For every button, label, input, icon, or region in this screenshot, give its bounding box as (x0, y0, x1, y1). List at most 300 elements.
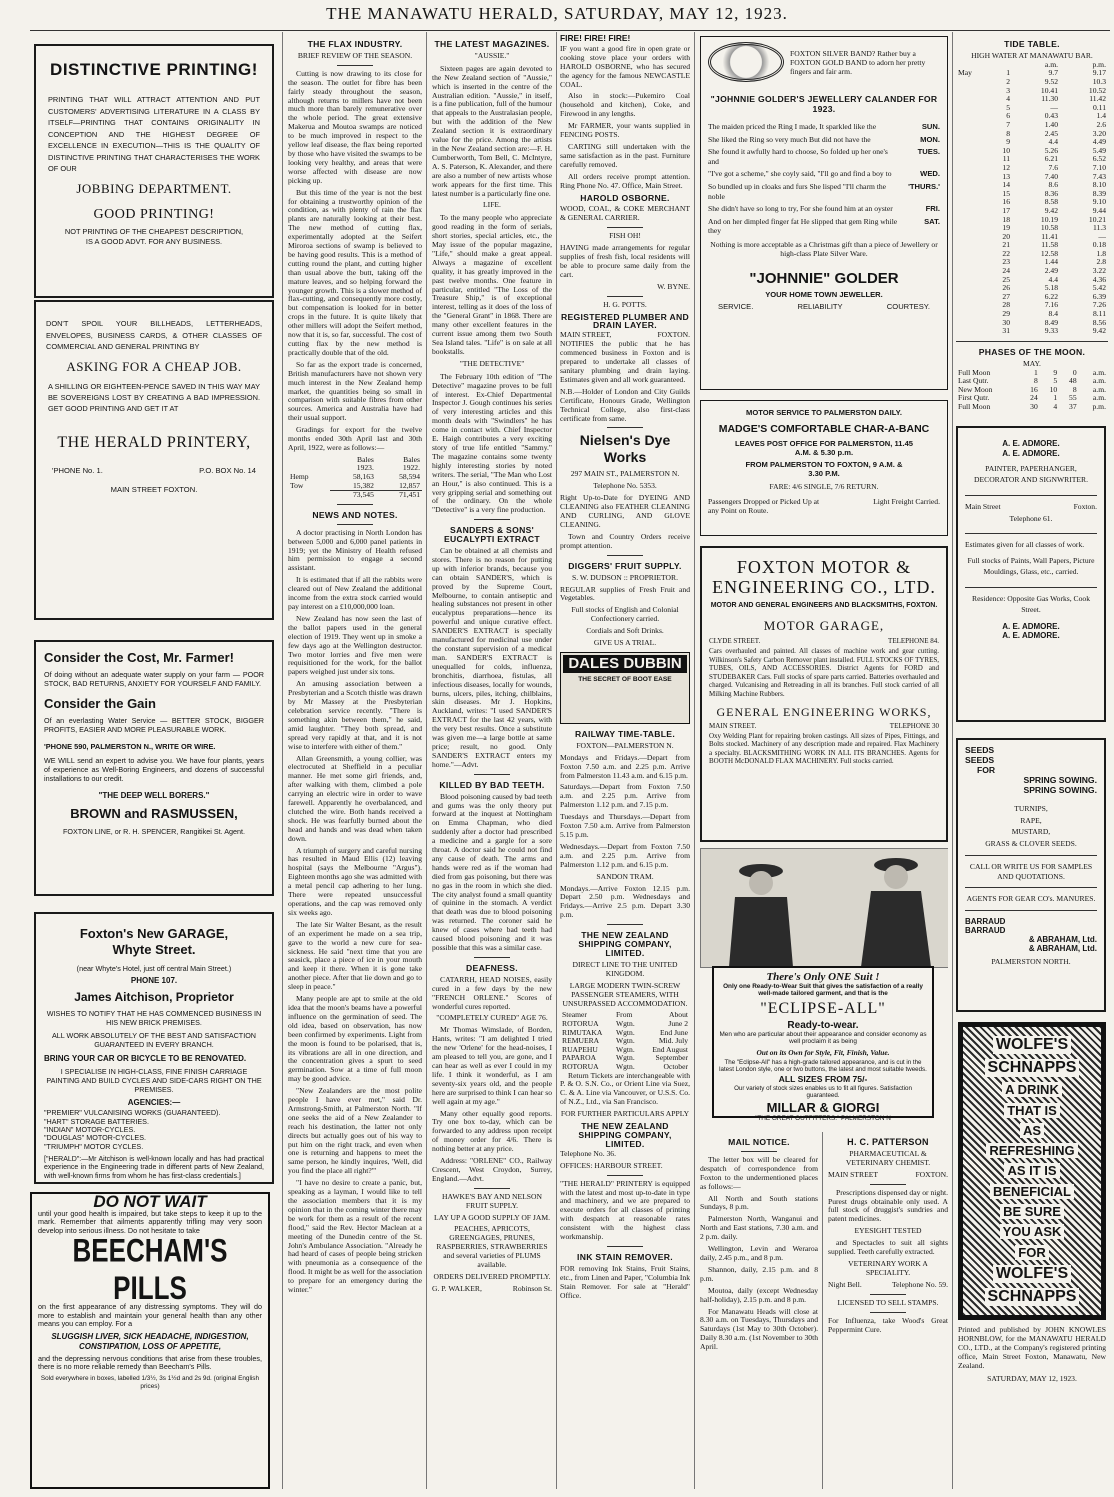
column-local-ads (560, 34, 690, 1490)
admore-name: A. E. ADMORE. (1002, 439, 1060, 448)
beecham-list: SLUGGISH LIVER, SICK HEADACHE, INDIGESTION, CONSTIPATION, LOSS OF APPETITE, (51, 1331, 249, 1351)
mail-headline: MAIL NOTICE. (728, 1137, 790, 1147)
farmer-body3: WE WILL send an expert to advise you. We have four plants, years of experience as Well-Boring Engineers, and dozens of successful installations to our credit. (44, 756, 264, 783)
patterson-bell: Night Bell. (828, 1279, 862, 1289)
farmer-firm: BROWN and RASMUSSEN, (70, 806, 238, 822)
beecham-intro: until your good health is impaired, but take steps to keep it up to the mark. Remember that ailments apparently trifling may very soon develop into serious illness. Do not hesitate to take (38, 1208, 262, 1235)
flax-paragraph: So far as the export trade is concerned, British manufacturers have not shown very much interest in the New Zealand hemp market, the quantities being so small in comparison with suitable fibres from other sources. America and Australia have had their usual support. (288, 359, 422, 423)
mail-entry: Palmerston North, Wanganui and North and East stations, 7.30 a.m. and 2 p.m. daily. (700, 1214, 818, 1242)
shipping-table: Steamer From About ROTORUA Wgtn. June 2 RIMUTAKA Wgtn. End June REMUERA Wgtn. Mid. July RUAPEHU Wgtn. End August PAPAROA Wgtn. September ROTORUA Wgtn. October (562, 1010, 688, 1071)
tram-entry: Mondays.—Arrive Foxton 12.15 p.m. Depart 2.50 p.m. Wednesdays and Fridays.—Arrive 2.5 p.m. Depart 3.30 p.m. (560, 883, 690, 920)
moon-month: MAY. (1023, 358, 1041, 368)
wolfes-schnapps-ad (958, 1022, 1106, 1320)
flax-headline: THE FLAX INDUSTRY. (307, 39, 403, 49)
golder-slogan: RELIABILITY (797, 301, 843, 311)
beecham-ad (30, 1192, 270, 1489)
ink-headline: INK STAIN REMOVER. (577, 1251, 673, 1262)
shipping-paragraph: Return Tickets are interchangeable with P. & O. S.N. Co., or Orient Line via Suez, C. & A. Line via Vancouver, or U.S.S. Co. of N.Z., Ltd., via San Francisco. (560, 1070, 690, 1107)
patterson-street: MAIN STREET (828, 1169, 878, 1179)
hawkes-street: Robinson St. (512, 1283, 552, 1293)
tide-row: 10 5.26 5.49 (1002, 145, 1106, 155)
mail-entry: Wellington, Levin and Weraroa daily, 2.45 p.m., and 8 p.m. (700, 1244, 818, 1262)
beecham-sold: Sold everywhere in boxes, labelled 1/3½, 3s 1½d and 2s 9d. (original English prices) (40, 1374, 260, 1390)
table-total: 73,545 71,451 (288, 491, 422, 500)
farmer-borers: "THE DEEP WELL BORERS." (98, 791, 210, 801)
news-paragraph: A doctor practising in North London has between 5,000 and 6,000 panel patients in 1919; yet the Ministry of Health refused him permission to engage a second assistant. (288, 527, 422, 573)
killed-paragraph: Blood poisoning caused by bad teeth and gums was the only theory put forward at the inquest at Nottingham on Emma Chapman, who died suddenly after a doctor had prescribed a medicine and a gargle for a sore throat. A doctor said he could not find any cause of death. The arms and hands were red as if the woman had died from gas poisoning, but there was no gas in the room in which she died. The city analyst found a small quantity of quinine in the stomach. A verdict that death was due to blood poisoning was returned. The coroner said he knew of cases where bad teeth had caused blood poisoning and it was possible that this was a similar case. (432, 791, 552, 952)
railway-entry: Wednesdays.—Depart from Foxton 7.50 a.m. and 2.25 p.m. Arrive from Palmerston 1.12 p.m. and 6.15 p.m. (560, 841, 690, 869)
patterson-town: FOXTON. (915, 1169, 948, 1179)
table-row: ROTORUA Wgtn. June 2 (562, 1019, 688, 1028)
garage-spec: I SPECIALISE IN HIGH-CLASS, FINE FINISH CARRIAGE PAINTING AND BUILD CYCLES AND SIDE-CARS RIGHT ON THE PREMISES. (46, 1067, 262, 1094)
news-paragraph: "I have no desire to create a panic, but, speaking as a layman, I would like to tell the association members that it is my opinion that in the coming winter there may be work for them as a result of the recent flood," said the Rev. Hector Maclean at a meeting of the Dunedin centre of the St. John's Ambulance Association. "Already he had heard of cases of people being stricken with pneumonia as a consequence of the flood. It might be as well for the association to prepare for an emergency during the winter." (288, 1178, 422, 1295)
seeds-agents: AGENTS FOR GEAR CO's. MANURES. (966, 894, 1096, 904)
ink-paragraph: FOR removing Ink Stains, Fruit Stains, etc., from Linen and Paper, "Columbia Ink Stain Remover. For sale at "Herald" Office. (560, 1263, 690, 1300)
admore-paragraph: Full stocks of Paints, Wall Papers, Picture Mouldings, Glass, etc., carried. (967, 556, 1095, 576)
seeds-firm: BARRAUD (965, 916, 1006, 926)
garage-agencies-head: AGENCIES:— (127, 1098, 181, 1108)
news-paragraph: New Zealand has now seen the last of the ballot papers used in the general election of 1919. They went up in smoke a few days ago at the Wellington destructor. Two motor lorries and five men were requisitioned for the work, for the ballot papers weighed just under six tons. (288, 613, 422, 677)
diggers-line: Full stocks of English and Colonial Confectionery carried. (571, 605, 679, 624)
golder-name: "JOHNNIE" GOLDER (749, 269, 899, 287)
eclipse-tagline: Out on its Own for Style, Fit, Finish, Value. (756, 1047, 890, 1057)
tide-row: 6 0.43 1.4 (1006, 111, 1106, 121)
fire-headline: FIRE! FIRE! FIRE! (560, 34, 631, 43)
herald-printery-ad (34, 300, 274, 620)
garage-note: ["HERALD":—Mr Aitchison is well-known locally and has had practical experience in the Engineering trade in different parts of New Zealand, with well-known firms from whom he has first-class credentials.] (44, 1156, 264, 1180)
potts-subhead: REGISTERED PLUMBER AND DRAIN LAYER. (560, 311, 690, 331)
eclipse-ad (700, 848, 948, 1124)
seeds-firm: BARRAUD (965, 925, 1006, 935)
patterson-licensed: LICENSED TO SELL STAMPS. (837, 1297, 939, 1307)
potts-headline: H. G. POTTS. (603, 299, 647, 309)
patterson-influenza: For Influenza, take Wood's Great Peppermint Cure. (828, 1315, 948, 1334)
shipping-paragraph: LARGE MODERN TWIN-SCREW PASSENGER STEAMERS, WITH UNSURPASSED ACCOMMODATION. (562, 980, 688, 1008)
railway-entry: Tuesdays and Thursdays.—Depart from Foxton 7.50 a.m. Arrive from Palmerston 5.15 p.m. (560, 812, 690, 839)
news-paragraph: A triumph of surgery and careful nursing has resulted in Maud Ellis (12) leaving hospital (says the Melbourne "Argus"). Eighteen months ago she was admitted with a metal pencil cap adhering to her lung. There were repeated unsuccessful operations, and the cap was removed only six weeks ago. (288, 845, 422, 917)
tide-row: 16 8.58 9.10 (1002, 197, 1106, 207)
hawkes-name: G. P. WALKER, (432, 1283, 482, 1293)
tide-row: 3 10.41 10.52 (1006, 85, 1106, 95)
eclipse-firm-tag: "THE GREAT OUTFITTERS." PALMERSTON N (755, 1115, 891, 1123)
foxton-motor-title: FOXTON MOTOR & ENGINEERING CO., LTD. (712, 557, 936, 597)
motor-garage-body: Cars overhauled and painted. All classes of machine work and gear cutting. Wilkinson's Safety Carbon Remover plant installed. FULL STOCKS OF TYRES, TUBES, OILS, AND ACCESSORIES. District Agents for FORD and STUDEBAKER Cars. Full stocks of spare parts carried. Batteries overhauled and charged. Vulcanising and Retreading in all its branches. Full stock carried of all Milking Machine Rubbers. (709, 647, 939, 698)
moon-row: New Moon 16 10 8 a.m. (958, 384, 1106, 394)
moon-rows (956, 369, 1108, 412)
hawkes-headline: HAWKE'S BAY AND NELSON FRUIT SUPPLY. (442, 1191, 542, 1210)
wolfe-line: A DRINK (1002, 1082, 1062, 1097)
railway-subhead: FOXTON—PALMERSTON N. (576, 740, 674, 750)
tide-row: 8 2.45 3.20 (1006, 128, 1106, 138)
tide-row: 5 — 0.11 (1006, 102, 1106, 112)
deafness-cured: "COMPLETELY CURED" AGE 76. (436, 1013, 548, 1023)
wolfe-line: BE SURE (1000, 1204, 1064, 1219)
tide-rows (956, 61, 1108, 336)
shipping-offices: OFFICES: HARBOUR STREET. (560, 1160, 663, 1170)
potts-paragraph: NOTIFIES the public that he has commenced business in Foxton and is prepared to undertake all classes of sanitary plumbing and drain laying. Estimates given and all work guaranteed. (560, 339, 690, 384)
mail-notice (700, 1132, 818, 1472)
fire-tag: WOOD, COAL, & COKE MERCHANT & GENERAL CARRIER. (560, 204, 690, 223)
jobbing-department: JOBBING DEPARTMENT. (76, 180, 232, 196)
nielsen-paragraph: Right Up-to-Date for DYEING AND CLEANING also FEATHER CLEANING AND CURLING, AND GLOVE CLEANING. (560, 493, 690, 529)
garage-telephone: TELEPHONE 84. (888, 637, 939, 645)
grade-year: 1922. (402, 463, 420, 473)
tide-row: 22 12.58 1.8 (1002, 248, 1106, 258)
madge-freight: Light Freight Carried. (873, 497, 940, 506)
eclipse-title: "ECLIPSE-ALL" (760, 999, 886, 1017)
tide-row: 2 9.52 10.3 (1006, 77, 1106, 86)
garage-work: ALL WORK ABSOLUTELY OF THE BEST AND SATISFACTION GUARANTEED IN EVERY BRANCH. (52, 1031, 256, 1049)
potts-paragraph: N.B.—Holder of London and City Guilds Certificate, Honours Grade, Wellington Technical College, also first-class certificate from same. (560, 386, 690, 423)
wolfe-line: FOR (1015, 1245, 1048, 1260)
flax-paragraph: Cutting is now drawing to its close for the season. The outlet for fibre has been fairly steady throughout the season, although returns to millers have not been much more than barely remunerative over the whole period. The great extensive Makerua and Moutoa swamps are noticed to be much improved in respect to the yellow leaf disease, the flax being reported by those who have visited the swamps to be looking very healthy, and areas that were worse affected with disease are now picking up. (288, 68, 422, 185)
nielsen-headline: Nielsen's Dye Works (579, 432, 671, 466)
herald-printery-notice: "THE HERALD" PRINTERY is equipped with the latest and most up-to-date in type and machinery, and we are prepared to execute orders for all classes of printing with despatch at reasonable rates consistent with the highest class workmanship. (560, 1178, 690, 1242)
tide-row: 15 8.36 8.39 (1002, 188, 1106, 198)
garage-bring: BRING YOUR CAR OR BICYCLE TO BE RENOVATED. (44, 1054, 247, 1064)
moon-row: First Qutr. 24 1 55 a.m. (958, 393, 1106, 403)
farmer-body2: Of an everlasting Water Service — BETTER STOCK, BIGGER PROFITS, EASIER AND MORE PLEASURABLE WORK. (44, 716, 264, 734)
moon-row: Full Moon 30 4 37 p.m. (958, 402, 1106, 411)
imprint (958, 1326, 1106, 1466)
imprint-text: Printed and published by JOHN KNOWLES HORNBLOW, for the MANAWATU HERALD CO., LTD., at the Company's registered printing office, Main Street Foxton, Manawatu, New Zealand. (958, 1326, 1106, 1370)
eclipse-firm: MILLAR & GIORGI (766, 1100, 880, 1116)
tide-row: 20 11.41 — (1002, 231, 1106, 241)
golder-intro: FOXTON SILVER BAND? Rather buy a FOXTON GOLD BAND to adorn her pretty fingers and fair arm. (790, 48, 926, 76)
diggers-line: REGULAR supplies of Fresh Fruit and Vegetables. (560, 584, 690, 603)
moon-row: Full Moon 1 9 0 a.m. (958, 367, 1106, 377)
fish-name: W. BYNE. (657, 281, 690, 291)
general-engineering-head: GENERAL ENGINEERING WORKS, (716, 704, 932, 719)
potts-address: MAIN STREET, (560, 330, 612, 340)
moon-headline: PHASES OF THE MOON. (978, 346, 1086, 357)
nielsen-telephone: Telephone No. 5353. (593, 481, 657, 491)
magazine-paragraph: Sixteen pages are again devoted to the New Zealand section of "Aussie," which is inserted in the centre of the Australian edition. "Aussie," in itself, is a fine publication, full of the humour that appeals to the Australasian people, but with the addition of the New Zealand section it is extraordinary value for the price. Among the artists in the New Zealand section are:—F. H. Cumberworth, Tom Bell, C. McIntyre, A. S. Paterson, K. Alexander, and there are also a number of new artists whose work appears for the first time. This latest number is a particularly fine one. (432, 63, 552, 198)
admore-trade: PAINTER, PAPERHANGER, DECORATOR AND SIGNWRITER. (974, 464, 1088, 484)
eclipse-paragraph: Our variety of stock sizes enables us to fit all figures. Satisfaction guaranteed. (734, 1085, 912, 1100)
admore-telephone: Telephone 61. (1009, 514, 1053, 524)
madge-headline: MOTOR SERVICE TO PALMERSTON DAILY. (746, 408, 902, 417)
grade-col: Bales (357, 454, 374, 464)
beecham-body: on the first appearance of any distressing symptoms. They will do more to establish and maintain your general health than any other means you can employ. For a (38, 1302, 262, 1328)
tide-col: a.m. (1044, 59, 1058, 69)
farmer-gain: Consider the Gain (44, 696, 156, 712)
patterson-sub: PHARMACEUTICAL & VETERINARY CHEMIST. (845, 1148, 931, 1167)
nielsen-paragraph: Town and Country Orders receive prompt attention. (560, 531, 690, 550)
tide-row: 18 10.19 10.21 (1002, 214, 1106, 224)
tide-row: 29 8.4 8.11 (1002, 309, 1106, 319)
sanders-paragraph: Can be obtained at all chemists and stores. There is no reason for putting up with inferior brands, because you can obtain SANDER'S, which is proved by the Supreme Court, Melbourne, to contain antiseptic and healing substances not present in other eucalyptus preparations—hence its powerful and unique curative effect. SANDER'S EXTRACT is specially manufactured for medicinal use under the constant supervision of a medical man. SANDER'S EXTRACT is unequalled for colds, influenza, bronchitis, diarrhoea, fistulas, all infectious diseases, locally for wounds, burns, ulcers, piles, itching, chilblains, skin diseases. Mr J. Hopkins, Auckland, writes: "I used SANDER'S EXTRACT for the last 42 years, with the very best results. Once a substitute was given me—a large bottle at same price; result, no good. Only SANDER'S EXTRACT enters my home."—Advt. (432, 546, 552, 769)
admore-residence: Residence: Opposite Gas Works, Cook Street. (972, 594, 1090, 614)
madge-fare: FARE: 4/6 SINGLE, 7/6 RETURN. (769, 482, 879, 491)
aussie-subhead: "AUSSIE." (474, 50, 510, 60)
deafness-headline: DEAFNESS. (466, 962, 518, 973)
wolfe-line: AS IT IS (1004, 1163, 1059, 1178)
seeds-head: SEEDS (965, 745, 995, 755)
hawkes-line: LAY UP A GOOD SUPPLY OF JAM. (433, 1212, 551, 1222)
admore-paragraph: Estimates given for all classes of work. (965, 540, 1085, 550)
news-paragraph: "New Zealanders are the most polite people I have ever met," said Dr. Armstrong-Smith, at Palmerston North. "If one seeks the aid of a New Zealander to reach his destination, the latter not only directs but actually goes out of his way to put him on the right track, and even when one is returning and happens to meet the same person, he kindly inquires, 'Well, did you find the place all right?'" (288, 1086, 422, 1176)
wolfe-line: WOLFE'S (993, 1036, 1071, 1054)
deafness-paragraph: Many other equally good reports. Try one box to-day, which can be forwarded to any address upon receipt of money order for 4/6. There is nothing better at any price. (432, 1108, 552, 1154)
deafness-address: Address: "ORLENE" CO., Railway Crescent, West Croydon, Surrey, England.—Advt. (432, 1156, 552, 1183)
fire-name: HAROLD OSBORNE. (580, 192, 670, 203)
seeds-ad (956, 738, 1106, 1012)
magazine-paragraph: The February 10th edition of "The Detective" magazine proves to be full of interest. Ex-Chief Departmental Inspector J. Gough continues his series of very interesting articles and this month deals with "Swindlers" he has come in contact with. Chief Inspector E. Haigh contributes a very exciting story of true life entitled "Sammy." The magazine contains some twenty highly interesting stories by noted writers. The serial, "The Man who Lost an Hour," is also continued. This is a very gripping serial and something out of the ordinary. On the whole "Detective" is a very fine production. (432, 371, 552, 515)
diggers-line: Cordials and Soft Drinks. (586, 626, 664, 636)
fire-paragraph: Mr FARMER, your wants supplied in FENCING POSTS. (560, 121, 690, 140)
tide-row: 25 4.4 4.36 (1002, 274, 1106, 284)
cheap-job-head: ASKING FOR A CHEAP JOB. (66, 358, 242, 374)
calendar-verse (708, 122, 940, 236)
column-rule (694, 32, 695, 1489)
admore-name: A. E. ADMORE. (1002, 621, 1060, 631)
foxton-motor-sub: MOTOR AND GENERAL ENGINEERS AND BLACKSMITHS, FOXTON. (710, 602, 938, 609)
news-paragraph: Allan Greensmith, a young collier, was electrocuted at Sheffield in a peculiar manner. He met some girl friends, and, after walking with them, climbed a pole carrying an electric wire in order to wave farewell. Apparently he overbalanced, and clutched the wire. Both hands received a shock. He was fearfully burned about the head and hands and was dead when taken down. (288, 753, 422, 843)
patterson-paragraph: Prescriptions dispensed day or night. Purest drugs obtainable only used. A full stock of druggist's sundries and patent medicines. (828, 1187, 948, 1224)
general-engineering-body: Oxy Welding Plant for repairing broken castings. All sizes of Pipes, Fittings, and Bolts stocked. Machinery of any description made and repaired. Flax Machinery a specialty. BLACKSMITHING WORK IN ALL ITS BRANCHES. Agents for BOOTH McDONALD FLAX MACHINERY. Full stocks carried. (709, 731, 939, 766)
seed-item: TURNIPS, (1014, 804, 1048, 813)
admore-ad (956, 426, 1106, 722)
fish-headline: FISH OH! (609, 231, 641, 241)
tram-headline: SANDON TRAM. (596, 871, 654, 881)
garage-ad (34, 912, 274, 1184)
table-row: RUAPEHU Wgtn. End August (562, 1044, 688, 1054)
seeds-firm2: & ABRAHAM, Ltd. (1028, 943, 1097, 953)
garage-proprietor: James Aitchison, Proprietor (74, 990, 234, 1004)
column-rule (426, 32, 427, 1489)
seeds-sowing: SPRING SOWING. (1023, 775, 1097, 785)
tide-row: 28 7.16 7.26 (1002, 300, 1106, 310)
calendar-line: So bundled up in cloaks and furs She lisped "I'll charm the noble 'THURS.' (708, 181, 940, 201)
agency-item: "HART" STORAGE BATTERIES. (44, 1116, 149, 1126)
patterson-headline: H. C. PATTERSON (847, 1137, 929, 1147)
gen-street: MAIN STREET. (709, 721, 757, 730)
calendar-line: She liked the Ring so very much But did not have the MON. (708, 134, 940, 144)
admore-street: Main Street (965, 502, 1001, 512)
printery-box: P.O. BOX No. 14 (199, 465, 256, 475)
madge-title: MADGE'S COMFORTABLE CHAR-A-BANC (718, 423, 930, 435)
patterson-telephone: Telephone No. 59. (892, 1279, 948, 1289)
shipping-headline: THE NEW ZEALAND SHIPPING COMPANY, LIMITED. (578, 930, 672, 958)
calendar-line: She found it awfully hard to choose, So folded up her one's and TUES. (708, 147, 940, 166)
gen-telephone: TELEPHONE 30 (889, 721, 939, 730)
seeds-firm2: & ABRAHAM, Ltd. (1028, 934, 1097, 944)
tide-row: 4 11.30 11.42 (1006, 94, 1106, 104)
detective-subhead: "THE DETECTIVE" (459, 358, 525, 368)
railway-headline: RAILWAY TIME-TABLE. (574, 728, 676, 739)
printery-street: MAIN STREET FOXTON. (110, 484, 198, 494)
golder-slogan: COURTESY. (886, 301, 930, 311)
masthead: THE MANAWATU HERALD, SATURDAY, MAY 12, 1923. (326, 4, 788, 23)
seeds-sowing: SPRING SOWING. (1023, 785, 1097, 795)
patterson-paragraph: and Spectacles to suit all sights supplied. Teeth carefully extracted. (828, 1238, 948, 1257)
news-paragraph: The late Sir Walter Besant, as the result of an experiment he made on a sea trip, gave to the world a new cure for sea-sickness. He said "next time that you are seasick, place a piece of ice in your mouth and keep it there. When it is gone take another piece. After that lie down and go to sleep in peace." (288, 919, 422, 992)
garage-near: (near Whyte's Hotel, just off central Main Street.) (76, 964, 232, 973)
deafness-paragraph: CATARRH, HEAD NOISES, easily cured in a few days by the new "FRENCH ORLENE." Scores of wonderful cures reported. (432, 974, 552, 1011)
wolfe-line: YOU ASK (1000, 1224, 1065, 1239)
fire-paragraph: Also in stock:—Pukemiro Coal (household and kitchen), Coke, and Firewood in any lengths. (560, 91, 690, 119)
wolfe-line: AS (1020, 1123, 1044, 1138)
killed-headline: KILLED BY BAD TEETH. (439, 779, 545, 790)
tide-row: 12 7.6 7.10 (1002, 162, 1106, 172)
dales-dubbin-ad (560, 652, 690, 724)
tide-row: 30 8.49 8.56 (1002, 317, 1106, 327)
tide-row: 9 4.4 4.49 (1006, 137, 1106, 147)
fire-paragraph: All orders receive prompt attention. Ring Phone No. 47. Office, Main Street. (560, 171, 690, 190)
ring-illustration (708, 42, 784, 82)
fire-paragraph: CARTING still undertaken with the same satisfaction as in the past. Furniture carefully removed. (560, 141, 690, 169)
motor-garage-head: MOTOR GARAGE, (763, 618, 885, 633)
tide-row: 24 2.49 3.22 (1002, 266, 1106, 276)
farmer-ad (34, 640, 274, 896)
madge-line: FROM PALMERSTON TO FOXTON, 9 A.M. & 3.30 P.M. (745, 460, 903, 478)
wolfe-line: THAT IS (1004, 1103, 1060, 1118)
tide-table (956, 34, 1108, 434)
patterson-vet: VETERINARY WORK A SPECIALITY. (848, 1258, 928, 1277)
calendar-tail: Nothing is more acceptable as a Christmas gift than a piece of Jewellery or high-class Plate Silver Ware. (710, 239, 938, 258)
eclipse-subtitle: Ready-to-wear. (787, 1019, 859, 1031)
tide-row: 13 7.40 7.43 (1002, 171, 1106, 181)
printery-phone: 'PHONE No. 1. (52, 465, 103, 475)
tide-row: 7 1.40 2.6 (1006, 119, 1106, 129)
farmer-title: Consider the Cost, Mr. Farmer! (44, 650, 234, 665)
good-printing-body: NOT PRINTING OF THE CHEAPEST DESCRIPTION, IS A GOOD ADVT. FOR ANY BUSINESS. (64, 226, 244, 246)
printing-ad (34, 44, 274, 298)
farmer-phone: 'PHONE 590, PALMERSTON N., WRITE OR WIRE. (44, 742, 216, 752)
agency-item: "TRIUMPH" MOTOR CYCLES. (44, 1141, 144, 1151)
spoil-body: DON'T SPOIL YOUR BILLHEADS, LETTERHEADS, ENVELOPES, BUSINESS CARDS, & OTHER CLASSES OF COMMERCIAL AND GENERAL PRINTING BY (46, 319, 262, 351)
seeds-call: CALL OR WRITE US FOR SAMPLES AND QUOTATIONS. (969, 862, 1093, 881)
tide-row: 17 9.42 9.44 (1002, 205, 1106, 215)
flax-subhead: BRIEF REVIEW OF THE SEASON. (297, 50, 413, 60)
grade-col: Bales (403, 454, 420, 464)
column-rule (952, 32, 953, 1489)
column-rule (556, 32, 557, 1489)
golder-ad (700, 36, 948, 390)
tide-row: 21 11.58 0.18 (1002, 240, 1106, 250)
agency-item: "PREMIER" VULCANISING WORKS (GUARANTEED). (44, 1108, 221, 1118)
garage-title: Foxton's New GARAGE, Whyte Street. (79, 926, 229, 957)
patterson-ad (828, 1132, 948, 1472)
table-row: REMUERA Wgtn. Mid. July (562, 1036, 688, 1046)
table-row: Hemp 58,163 58,594 (290, 472, 420, 482)
patterson-eyesight: EYESIGHT TESTED (854, 1226, 922, 1236)
shilling-body: A SHILLING OR EIGHTEEN-PENCE SAVED IN THIS WAY MAY BE SOVEREIGNS LOST BY CREATING A BAD IMPRESSION. GET GOOD PRINTING AND GET IT AT (48, 381, 260, 413)
diggers-line: GIVE US A TRIAL. (593, 638, 657, 648)
tide-row: 11 6.21 6.52 (1002, 154, 1106, 164)
table-row: ROTORUA Wgtn. October (562, 1061, 688, 1071)
mail-entry: The letter box will be cleared for despatch of correspondence from Foxton to the undermentioned places as follows:— (700, 1154, 818, 1191)
calendar-line: She didn't have so long to try, For she found him at an oyster FRI. (708, 204, 940, 214)
tide-headline: TIDE TABLE. (1004, 39, 1060, 49)
masthead-rule (30, 30, 1110, 31)
beecham-title: DO NOT WAIT (93, 1192, 207, 1211)
grade-year: 1923. (356, 463, 374, 473)
news-paragraph: It is estimated that if all the rabbits were cleared out of New Zealand the additional income from the extra stock carried would pay interest on a £10,000,000 loan. (288, 575, 422, 611)
garage-wishes: WISHES TO NOTIFY THAT HE HAS COMMENCED BUSINESS IN HIS NEW BRICK PREMISES. (46, 1009, 262, 1027)
calendar-line: The maiden priced the Ring I made, It sparkled like the SUN. (708, 122, 940, 131)
agency-item: "DOUGLAS" MOTOR-CYCLES. (44, 1133, 147, 1143)
column-magazines (432, 34, 552, 1490)
wolfe-line: SCHNAPPS (985, 1288, 1080, 1306)
mail-entry: All North and South stations Sundays, 8 p.m. (700, 1193, 818, 1212)
seeds-for: FOR (977, 765, 996, 775)
moon-row: Last Qutr. 8 5 48 a.m. (958, 376, 1106, 386)
table-row: RIMUTAKA Wgtn. End June (562, 1027, 688, 1037)
herald-printery-name: THE HERALD PRINTERY, (57, 433, 251, 451)
fish-paragraph: HAVING made arrangements for regular supplies of fresh fish, local residents will be able to procure same daily from the cart. (560, 243, 690, 279)
garage-street: CLYDE STREET. (709, 637, 761, 645)
life-subhead: LIFE. (483, 200, 501, 210)
madge-passengers: Passengers Dropped or Picked Up at any Point on Route. (708, 497, 820, 515)
agency-item: "INDIAN" MOTOR-CYCLES. (44, 1124, 136, 1134)
wolfe-line: BENEFICIAL (990, 1184, 1074, 1199)
fire-paragraph: IF you want a good fire in open grate or cooking stove place your orders with HAROLD OSBORNE, who has secured the agency for the famous NEWCASTLE COAL. (560, 43, 690, 89)
mail-entry: Moutoa, daily (except Wednesday half-holiday), 2.15 p.m. and 8 p.m. (700, 1285, 818, 1304)
table-row: PAPAROA Wgtn. September (562, 1053, 688, 1063)
madge-line: LEAVES POST OFFICE FOR PALMERSTON, 11.45 A.M. & 5.30 p.m. (734, 439, 914, 457)
calendar-line: "I've got a scheme," she coyly said, "I'll go and find a boy to WED. (708, 169, 940, 179)
farmer-agent: FOXTON LINE, or R. H. SPENCER, Rangitikei St. Agent. (62, 827, 245, 837)
column-flax-news (288, 34, 422, 1490)
shipping-company: THE NEW ZEALAND SHIPPING COMPANY, LIMITED. (578, 1121, 672, 1149)
seeds-town: PALMERSTON NORTH. (991, 956, 1071, 966)
eclipse-headline: There's Only ONE Suit ! (766, 971, 880, 983)
wolfe-line: WOLFE'S (993, 1265, 1071, 1283)
column-rule (822, 1132, 823, 1489)
admore-name: A. E. ADMORE. (1002, 449, 1060, 458)
tide-row: 23 1.44 2.8 (1002, 257, 1106, 267)
wolfe-line: SCHNAPPS (985, 1059, 1080, 1077)
mail-entry: Shannon, daily, 2.15 p.m. and 8 p.m. (700, 1264, 818, 1283)
calendar-headline: "JOHNNIE GOLDER'S JEWELLERY CALANDER FOR 1923. (710, 94, 938, 114)
potts-town: FOXTON. (657, 330, 690, 340)
hawkes-line: ORDERS DELIVERED PROMPTLY. (433, 1272, 551, 1281)
shipping-apply: FOR FURTHER PARTICULARS APPLY (560, 1109, 690, 1119)
tide-subhead: HIGH WATER AT MANAWATU BAR. (971, 50, 1093, 60)
printing-body: PRINTING THAT WILL ATTRACT ATTENTION AND PUT CUSTOMERS' ADVERTISING LITERATURE IN A CLASS BY ITSELF—PRINTING THAT CONTAINS ORIGINALITY IN CONCEPTION AND THE HIGHEST DEGREE OF EXCELLENCE IN EXECUTION—THIS IS THE QUALITY OF DISTINCTIVE PRINTING THAT CHARACTERISES THE WORK OF OUR (48, 95, 260, 173)
shipping-line: DIRECT LINE TO THE UNITED KINGDOM. (572, 959, 678, 978)
railway-entry: Saturdays.—Depart from Foxton 7.50 a.m. and 2.25 p.m. Arrive from Palmerston 1.12 p.m. and 7.15 p.m. (560, 782, 690, 810)
seed-item: MUSTARD, (1011, 827, 1051, 836)
tide-row: 31 9.33 9.42 (1002, 326, 1106, 336)
flax-gradings-table (288, 456, 422, 500)
news-headline: NEWS AND NOTES. (312, 509, 398, 520)
golder-tagline: YOUR HOME TOWN JEWELLER. (765, 289, 883, 299)
nielsen-address: 297 MAIN ST., PALMERSTON N. (570, 469, 680, 479)
sanders-headline: SANDERS & SONS' EUCALYPTI EXTRACT (444, 525, 540, 545)
golder-slogan: SERVICE. (718, 301, 754, 311)
table-row: Tow 15,382 12,857 (290, 480, 420, 490)
column-rule (282, 32, 283, 1489)
eclipse-paragraph: Only one Ready-to-Wear Suit that gives the satisfaction of a really well-made tailored garment, and that is the (723, 983, 923, 998)
news-paragraph: Many people are apt to smile at the old idea that the moon's beams have a powerful influence on the germination of seed. The old idea, based on observation, has now been confirmed by experiments. Light from the moon is found to be polarised, that is, its vibrations are all in one direction, and the concentration gives a spurt to seed germination. Sow at a time of full moon may be good advice. (288, 994, 422, 1084)
beecham-tail: and the depressing nervous conditions that arise from these troubles, there is no more reliable remedy than Beecham's Pills. (38, 1353, 262, 1371)
imprint-date: SATURDAY, MAY 12, 1923. (987, 1373, 1077, 1383)
news-paragraph: An amusing association between a Presbyterian and a Scotch thistle was drawn by Mr Massey at the Presbyterian celebration service recently. "There is something akin between them," he said, amid laughter. "They both spread, and spread very rapidly at that, and it is not wise to interfere with either of them." (288, 679, 422, 751)
printing-title: DISTINCTIVE PRINTING! (50, 60, 258, 79)
seed-item: RAPE, (1020, 815, 1042, 825)
diggers-headline: DIGGERS' FRUIT SUPPLY. (568, 560, 682, 571)
admore-town: Foxton. (1073, 502, 1097, 512)
flax-paragraph: Gradings for export for the twelve months ended 30th April last and 30th April, 1922, were as follows:— (288, 425, 422, 452)
calendar-line: And on her dimpled finger fat He slipped that gem Ring while they SAT. (708, 216, 940, 236)
seed-item: GRASS & CLOVER SEEDS. (985, 838, 1077, 848)
beecham-brand: BEECHAM'S PILLS (72, 1231, 228, 1307)
tide-row: 19 10.58 11.3 (1002, 223, 1106, 233)
dales-sub: THE SECRET OF BOOT EASE (578, 675, 672, 683)
